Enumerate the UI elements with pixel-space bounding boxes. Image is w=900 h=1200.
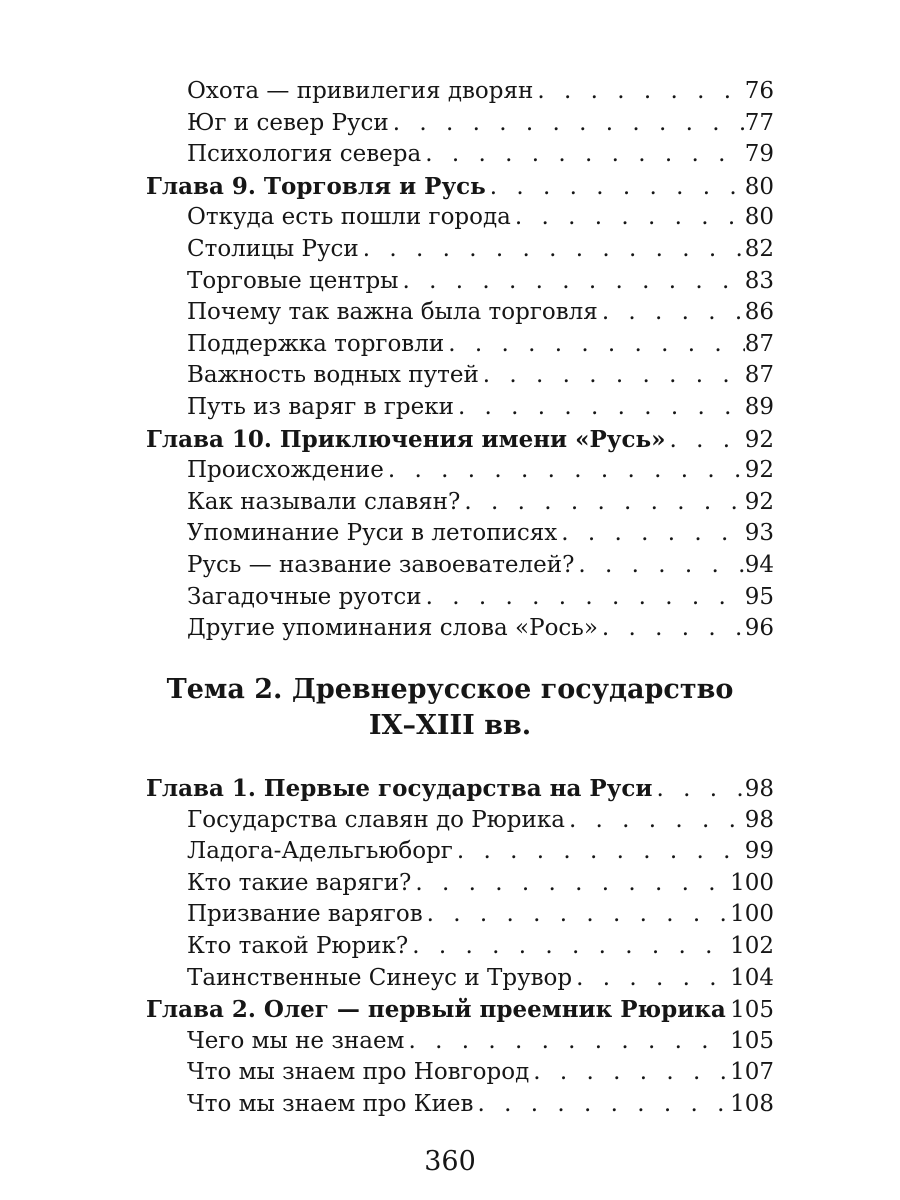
toc-subsection-entry <box>146 836 774 868</box>
toc-subsection-entry <box>146 108 774 140</box>
toc-entry-title: Как называли славян? <box>187 488 461 515</box>
toc-dot-leader <box>460 487 744 519</box>
toc-subsection-entry <box>146 1057 774 1089</box>
toc-entry-title: Чего мы не знаем <box>187 1027 405 1054</box>
toc-dot-leader <box>453 836 745 868</box>
toc-entry-title: Охота — привилегия дворян <box>187 78 534 104</box>
toc-subsection-entry <box>146 392 774 424</box>
toc-dot-leader <box>404 1026 730 1058</box>
toc-entry-page: 92 <box>744 457 774 484</box>
toc-entry-title: Столицы Руси <box>187 235 359 262</box>
section-heading <box>100 672 800 744</box>
toc-entry-page: 98 <box>744 776 774 802</box>
toc-subsection-entry <box>146 297 774 329</box>
toc-entry-title: Таинственные Синеус и Трувор <box>187 964 573 991</box>
toc-dot-leader <box>479 360 745 392</box>
toc-entry-title: Глава 1. Первые государства на Руси <box>146 775 653 802</box>
toc-dot-leader <box>529 1057 730 1089</box>
toc-subsection-entry <box>146 266 774 298</box>
toc-subsection-entry <box>146 931 774 963</box>
toc-entry-page: 102 <box>730 932 774 959</box>
toc-entry-page: 95 <box>744 583 774 610</box>
toc-entry-page: 80 <box>744 204 774 231</box>
toc-entry-page: 82 <box>744 235 774 262</box>
toc-entry-page: 93 <box>744 520 774 547</box>
toc-dot-leader <box>511 202 745 234</box>
toc-entry-title: Торговые центры <box>187 267 399 294</box>
toc-entry-page: 105 <box>730 997 774 1024</box>
toc-entry-title: Психология севера <box>187 141 422 168</box>
toc-chapter-entry <box>146 171 774 203</box>
toc-entry-title: Призвание варягов <box>187 901 423 928</box>
toc-entry-title: Происхождение <box>187 457 384 484</box>
toc-entry-page: 83 <box>744 267 774 294</box>
toc-entry-title: Загадочные руотси <box>187 583 422 610</box>
toc-subsection-entry <box>146 582 774 614</box>
toc-entry-title: Что мы знаем про Киев <box>187 1090 474 1117</box>
toc-entry-page: 104 <box>730 964 774 991</box>
toc-entry-title: Кто такой Рюрик? <box>187 932 409 959</box>
toc-subsection-entry <box>146 139 774 171</box>
toc-entry-title: Другие упоминания слова «Рось» <box>187 615 598 642</box>
page-number: 360 <box>424 1146 476 1177</box>
toc-entry-title: Поддержка торговли <box>187 330 445 357</box>
toc-dot-leader <box>408 931 730 963</box>
toc-dot-leader <box>359 234 745 266</box>
toc-subsection-entry <box>146 360 774 392</box>
toc-entry-title: Путь из варяг в греки <box>187 393 454 420</box>
toc-dot-leader <box>421 139 744 171</box>
toc-entry-page: 94 <box>744 551 774 578</box>
toc-entry-page: 89 <box>744 393 774 420</box>
toc-subsection-entry <box>146 868 774 900</box>
toc-entry-title: Откуда есть пошли города <box>187 204 511 231</box>
toc-subsection-entry <box>146 805 774 837</box>
toc-subsection-entry <box>146 234 774 266</box>
toc-chapter-entry <box>146 994 774 1026</box>
toc-dot-leader <box>398 266 744 298</box>
toc-chapter-entry <box>146 424 774 456</box>
toc-dot-leader <box>444 329 745 361</box>
toc-dot-leader <box>574 550 744 582</box>
toc-dot-leader <box>422 582 745 614</box>
toc-dot-leader <box>423 899 730 931</box>
toc-entry-title: Важность водных путей <box>187 362 479 389</box>
toc-entry-title: Русь — название завоевателей? <box>187 551 575 578</box>
toc-entry-page: 100 <box>730 869 774 896</box>
toc-entry-title: Государства славян до Рюрика <box>187 806 565 833</box>
toc-entry-page: 108 <box>730 1090 774 1117</box>
toc-subsection-entry <box>146 202 774 234</box>
toc-subsection-entry <box>146 76 774 108</box>
toc-dot-leader <box>454 392 745 424</box>
toc-entry-title: Глава 10. Приключения имени «Русь» <box>146 425 666 453</box>
toc-entry-page: 92 <box>744 426 774 453</box>
section-heading-line-2: IX–XIII вв. <box>368 710 532 741</box>
toc-entry-title: Почему так важна была торговля <box>187 299 598 326</box>
toc-subsection-entry <box>146 899 774 931</box>
table-of-contents-part-1 <box>146 76 774 645</box>
toc-dot-leader <box>411 868 730 900</box>
toc-subsection-entry <box>146 1026 774 1058</box>
toc-dot-leader <box>473 1089 730 1121</box>
toc-entry-page: 96 <box>744 615 774 642</box>
section-heading-line-1: Тема 2. Древнерусское государство <box>166 674 734 705</box>
toc-entry-title: Глава 9. Торговля и Русь <box>146 172 486 200</box>
toc-entry-title: Юг и север Руси <box>187 109 389 136</box>
toc-dot-leader <box>557 518 744 550</box>
toc-subsection-entry <box>146 487 774 519</box>
toc-entry-page: 100 <box>730 901 774 928</box>
toc-dot-leader <box>486 172 745 204</box>
toc-entry-page: 98 <box>744 806 774 833</box>
toc-entry-page: 80 <box>744 173 774 200</box>
toc-subsection-entry <box>146 963 774 995</box>
toc-dot-leader <box>533 76 744 108</box>
toc-entry-page: 107 <box>730 1059 774 1086</box>
toc-dot-leader <box>389 108 745 140</box>
toc-entry-page: 77 <box>744 109 774 136</box>
toc-subsection-entry <box>146 518 774 550</box>
toc-entry-page: 92 <box>744 488 774 515</box>
toc-entry-page: 105 <box>730 1027 774 1054</box>
toc-chapter-entry <box>146 773 774 805</box>
toc-subsection-entry <box>146 455 774 487</box>
toc-entry-page: 79 <box>744 141 774 168</box>
toc-subsection-entry <box>146 613 774 645</box>
toc-entry-title: Что мы знаем про Новгород <box>187 1059 530 1086</box>
toc-entry-title: Ладога-Адельгьюборг <box>187 838 453 865</box>
toc-entry-page: 99 <box>744 838 774 865</box>
toc-dot-leader <box>384 455 745 487</box>
toc-entry-page: 87 <box>744 362 774 389</box>
toc-entry-page: 87 <box>744 330 774 357</box>
toc-entry-page: 86 <box>744 299 774 326</box>
toc-dot-leader <box>572 963 730 995</box>
toc-dot-leader <box>666 425 745 457</box>
toc-subsection-entry <box>146 550 774 582</box>
toc-dot-leader <box>598 613 745 645</box>
toc-subsection-entry <box>146 1089 774 1121</box>
toc-entry-title: Глава 2. Олег — первый преемник Рюрика <box>146 996 726 1024</box>
toc-entry-page: 76 <box>744 78 774 104</box>
toc-dot-leader <box>652 774 744 806</box>
toc-entry-title: Упоминание Руси в летописях <box>187 520 558 547</box>
toc-subsection-entry <box>146 329 774 361</box>
table-of-contents-part-2 <box>146 773 774 1121</box>
toc-dot-leader <box>598 297 745 329</box>
toc-entry-title: Кто такие варяги? <box>187 869 412 896</box>
toc-dot-leader <box>565 805 745 837</box>
